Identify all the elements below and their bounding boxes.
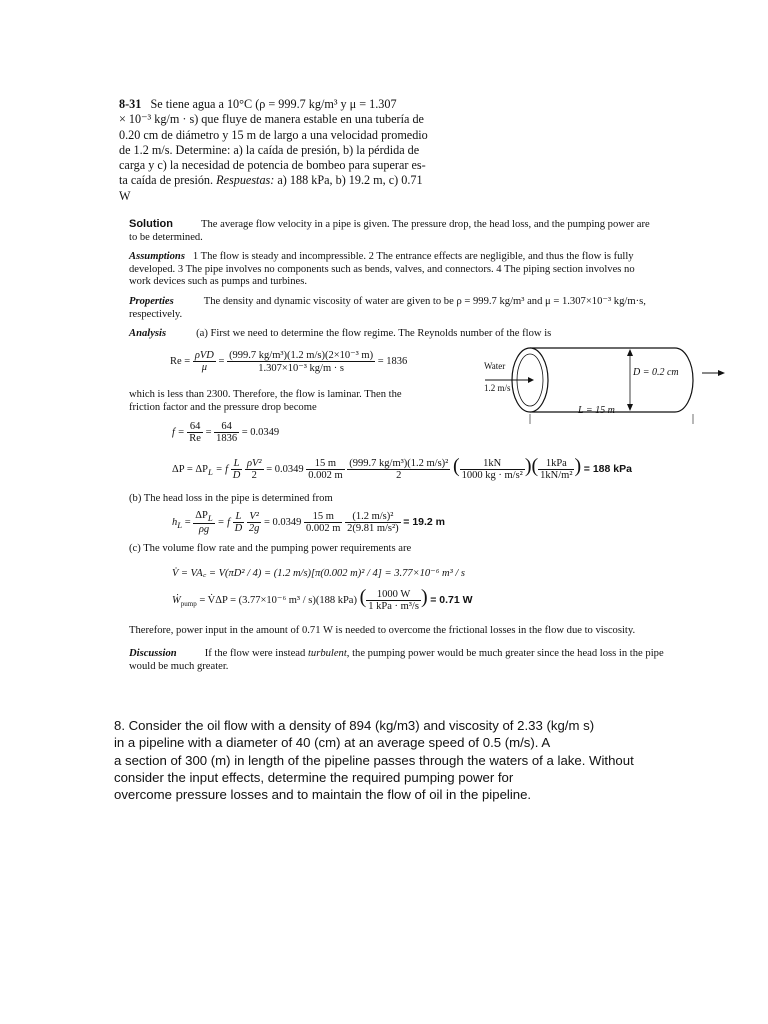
eq-term: 64 bbox=[187, 421, 203, 433]
eq-term: (999.7 kg/m³)(1.2 m/s)(2×10⁻³ m) bbox=[229, 350, 374, 361]
pressure-drop-equation: $\Delta P = \Delta P_L = f$ $\frac{L}{D}$ $\frac{\text{ρV²}}{2}$ = 0.0349 $\frac{15 m}{0.002 m}$ $\frac{\text{(999.7 kg/m³)(1.2 m/s)²}}{2}$ ( $\frac{1kN}{\text{1000 kg · m/s²}}$ )( $\frac{\text{1kPa}}{\text{1kN/m²}}$ ) = 188 kPa bbox=[172, 455, 632, 482]
question-line: a section of 300 (m) in length of the pipeline passes through the waters of a lake. Without bbox=[114, 752, 634, 768]
velocity-label: 1.2 m/s bbox=[484, 383, 511, 393]
volume-flow-equation: V̇ = VA꜀ = V(πD² / 4) = (1.2 m/s)[π(0.002 m)² / 4] = 3.77×10⁻⁶ m³ / s bbox=[172, 568, 465, 579]
problem-line: de 1.2 m/s. Determine: a) la caída de presión, b) la pérdida de bbox=[119, 142, 420, 157]
question-line: consider the input effects, determine the required pumping power for bbox=[114, 769, 514, 785]
eq-term: L bbox=[177, 520, 183, 531]
eq-result: = 0.71 W bbox=[430, 594, 473, 606]
problem-line bbox=[119, 173, 443, 188]
eq-term: f = bbox=[172, 426, 185, 438]
eq-term: Re bbox=[189, 433, 201, 444]
eq-term: h bbox=[172, 516, 178, 528]
eq-term: = bbox=[184, 516, 191, 528]
fraction bbox=[193, 350, 216, 373]
discussion-text: , the pumping power would be much greater since the head loss in the pipe bbox=[346, 648, 664, 659]
question-line: in a pipeline with a diameter of 40 (cm) at an average speed of 0.5 (m/s). A bbox=[114, 735, 551, 751]
solution-label: Solution bbox=[129, 218, 173, 230]
eq-result: = 19.2 m bbox=[403, 515, 446, 528]
eq-term: L bbox=[207, 513, 213, 524]
length-label: L = 15 m bbox=[578, 405, 615, 416]
assumptions-text: work devices such as pumps and turbines. bbox=[129, 276, 307, 287]
discussion-label: Discussion bbox=[129, 648, 177, 659]
eq-term: (1.2 m/s)² bbox=[345, 511, 401, 523]
problem-number: 8-31 bbox=[119, 97, 142, 111]
solution-text: to be determined. bbox=[129, 231, 203, 243]
solution-paragraph bbox=[129, 218, 689, 244]
problem-line: × 10⁻³ kg/m · s) que fluye de manera estable en una tubería de bbox=[119, 112, 424, 127]
fraction bbox=[306, 458, 344, 481]
discussion-text: would be much greater. bbox=[129, 660, 229, 672]
eq-result: = 188 kPa bbox=[583, 463, 632, 475]
solution-text: The average flow velocity in a pipe is given. The pressure drop, the head loss, and the pumping power are bbox=[201, 219, 650, 230]
analysis-text: (a) First we need to determine the flow regime. The Reynolds number of the flow is bbox=[196, 328, 552, 339]
eq-term: = f bbox=[215, 464, 229, 475]
properties-text: respectively. bbox=[129, 308, 183, 320]
eq-term: Re = bbox=[170, 355, 191, 367]
eq-term: μ bbox=[201, 362, 207, 373]
assumptions-text: developed. 3 The pipe involves no components such as bends, valves, and connectors. 4 The piping section involves no bbox=[129, 263, 635, 275]
fraction bbox=[304, 511, 342, 534]
eq-term: 1kN bbox=[460, 458, 525, 470]
eq-term: 2(9.81 m/s²) bbox=[347, 523, 399, 535]
eq-term: 64 bbox=[214, 421, 239, 433]
fraction bbox=[538, 458, 574, 481]
eq-term: ΔP bbox=[195, 510, 208, 521]
fraction bbox=[247, 511, 262, 534]
problem-text: Se tiene agua a 10°C (ρ = 999.7 kg/m³ y μ = 1.307 bbox=[150, 97, 397, 111]
eq-term: 0.002 m bbox=[306, 523, 341, 535]
eq-term: 1.307×10⁻³ kg/m · s bbox=[258, 363, 344, 374]
analysis-paragraph bbox=[129, 328, 699, 341]
eq-term: = 0.0349 bbox=[264, 516, 302, 528]
laminar-text: which is less than 2300. Therefore, the flow is laminar. Then the bbox=[129, 389, 402, 400]
outflow-arrow-head bbox=[718, 370, 725, 376]
problem-text: ta caída de presión. bbox=[119, 173, 214, 188]
fraction bbox=[233, 511, 245, 534]
eq-term: 1kN/m² bbox=[540, 470, 573, 482]
pipe-figure bbox=[480, 340, 730, 430]
pumping-power-equation: Ẇ$_{pump}$ = V̇ΔP = (3.77×10⁻⁶ m³ / s)(188 kPa) ( $\frac{1000 W}{\text{1 kPa · m³/s}}$ ) = 0.71 W bbox=[172, 586, 473, 613]
assumptions-text: 1 The flow is steady and incompressible. 2 The entrance effects are negligible, and thus the flow is fully bbox=[192, 251, 634, 262]
problem-line: carga y c) la necesidad de potencia de bombeo para superar es- bbox=[119, 158, 426, 173]
eq-term: D bbox=[234, 523, 243, 535]
problem-line: W bbox=[119, 188, 131, 203]
eq-term: L bbox=[207, 467, 213, 478]
eq-term: ρVD bbox=[194, 350, 214, 361]
diameter-label: D = 0.2 cm bbox=[633, 367, 679, 378]
eq-term: = f bbox=[217, 516, 231, 528]
diameter-arrow-top bbox=[627, 349, 633, 356]
eq-term: Ẇ bbox=[172, 595, 181, 606]
eq-term: 2g bbox=[248, 523, 260, 535]
eq-term: 1kPa bbox=[538, 458, 574, 470]
fraction bbox=[347, 458, 450, 481]
friction-factor-equation: f = $\frac{64}{Re}$ = $\frac{64}{1836}$ = 0.0349 bbox=[172, 421, 280, 444]
discussion-text: turbulent bbox=[307, 648, 347, 659]
eq-term: 15 m bbox=[306, 458, 344, 470]
diameter-arrow-bottom bbox=[627, 404, 633, 411]
question-line: 8. Consider the oil flow with a density of 894 (kg/m3) and viscosity of 2.33 (kg/m s) bbox=[114, 718, 595, 733]
eq-term: 2 bbox=[396, 470, 402, 482]
assumptions-label: Assumptions bbox=[129, 251, 185, 262]
eq-term: D bbox=[232, 470, 241, 482]
eq-term: 1000 W bbox=[366, 589, 421, 601]
properties-paragraph bbox=[129, 296, 699, 321]
fraction bbox=[460, 458, 525, 481]
analysis-label: Analysis bbox=[129, 328, 167, 339]
volume-intro: (c) The volume flow rate and the pumping power requirements are bbox=[129, 543, 412, 554]
reynolds-equation: Re = $\frac{\text{ρVD}}{\mu}$ = $\frac{\text{(999.7 kg/m³)(1.2 m/s)(2×10⁻³ m)}}{\text{1.307×10⁻³ kg/m · s}}$ = 1836 bbox=[170, 350, 408, 374]
eq-result: = 1836 bbox=[377, 355, 408, 367]
laminar-text: friction factor and the pressure drop become bbox=[129, 401, 317, 413]
properties-text: The density and dynamic viscosity of water are given to be ρ = 999.7 kg/m³ and μ = 1.307×10⁻³ kg/m·s, bbox=[203, 296, 646, 307]
assumptions-paragraph bbox=[129, 251, 699, 289]
fraction bbox=[193, 510, 214, 535]
problem-line bbox=[119, 97, 443, 112]
headloss-intro: (b) The head loss in the pipe is determined from bbox=[129, 493, 333, 504]
fraction bbox=[345, 511, 401, 534]
conclusion-text: Therefore, power input in the amount of 0.71 W is needed to overcome the frictional losses in the flow due to viscosity. bbox=[129, 625, 636, 636]
eq-term: = V̇ΔP = (3.77×10⁻⁶ m³ / s)(188 kPa) bbox=[199, 595, 357, 606]
eq-term: 1836 bbox=[216, 433, 238, 444]
fraction bbox=[214, 421, 239, 444]
headloss-equation bbox=[172, 510, 445, 535]
eq-term: ΔP = ΔP bbox=[172, 464, 208, 475]
eq-term: 0.002 m bbox=[308, 470, 343, 482]
eq-term: ρV² bbox=[246, 458, 262, 470]
eq-term: L bbox=[233, 511, 245, 523]
discussion-text: If the flow were instead bbox=[204, 648, 306, 659]
water-label: Water bbox=[484, 361, 506, 371]
answers-text: a) 188 kPa, b) 19.2 m, c) 0.71 bbox=[277, 173, 423, 188]
laminar-paragraph bbox=[129, 389, 429, 414]
fraction bbox=[227, 349, 375, 374]
question-line: overcome pressure losses and to maintain the flow of oil in the pipeline. bbox=[114, 787, 532, 803]
pipe-body bbox=[530, 348, 693, 412]
eq-term: = 0.0349 bbox=[266, 464, 304, 475]
fraction bbox=[231, 458, 243, 481]
eq-term: 1 kPa · m³/s bbox=[368, 601, 419, 613]
question-8 bbox=[114, 717, 674, 803]
eq-term: pump bbox=[180, 600, 197, 609]
eq-result: = 0.0349 bbox=[241, 426, 280, 438]
answers-label: Respuestas: bbox=[216, 173, 275, 188]
problem-line: 0.20 cm de diámetro y 15 m de largo a una velocidad promedio bbox=[119, 127, 428, 142]
fraction bbox=[187, 421, 203, 444]
eq-term: (999.7 kg/m³)(1.2 m/s)² bbox=[349, 458, 449, 470]
problem-statement bbox=[119, 97, 443, 204]
eq-term: L bbox=[231, 458, 243, 470]
eq-term: V² bbox=[247, 511, 262, 523]
fraction bbox=[366, 589, 421, 612]
eq-term: 15 m bbox=[304, 511, 342, 523]
eq-term: 1000 kg · m/s² bbox=[461, 470, 523, 482]
fraction bbox=[245, 458, 264, 481]
properties-label: Properties bbox=[129, 296, 174, 307]
eq-term: ρg bbox=[198, 524, 210, 536]
eq-term: 2 bbox=[251, 470, 257, 482]
discussion-paragraph bbox=[129, 648, 699, 672]
